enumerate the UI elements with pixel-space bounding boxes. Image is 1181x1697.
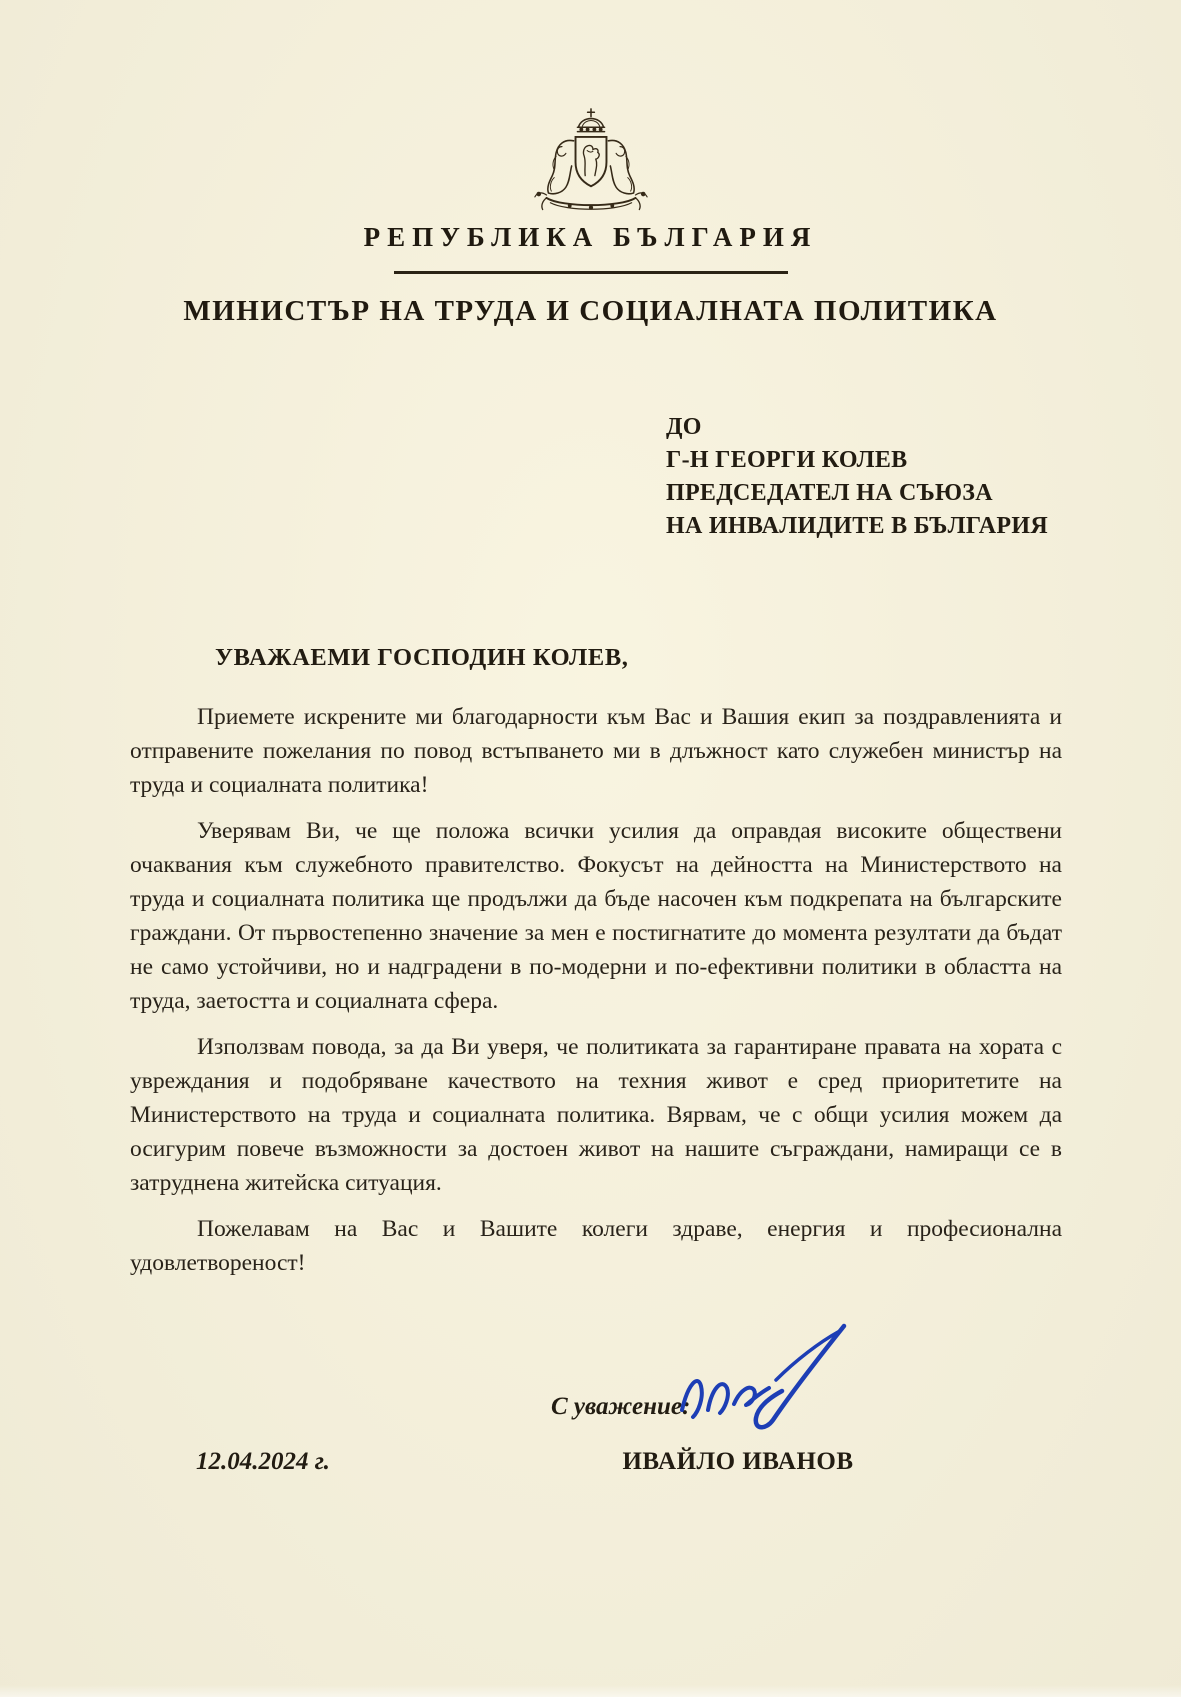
country-title: РЕПУБЛИКА БЪЛГАРИЯ (363, 222, 818, 252)
recipient-line-title-1: ПРЕДСЕДАТЕЛ НА СЪЮЗА (666, 480, 993, 506)
bulgaria-coat-of-arms-icon (513, 106, 669, 224)
recipient-line-title-2: НА ИНВАЛИДИТЕ В БЪЛГАРИЯ (666, 513, 1048, 539)
closing-label: С уважение: (551, 1393, 691, 1420)
recipient-block (666, 411, 1048, 543)
letterhead-divider (394, 271, 788, 274)
paragraph-4: Пожелавам на Вас и Вашите колеги здраве, енергия и професионална удовлетвореност! (130, 1216, 1062, 1276)
recipient-line-to: ДО (666, 414, 702, 440)
office-title: МИНИСТЪР НА ТРУДА И СОЦИАЛНАТА ПОЛИТИКА (183, 295, 998, 327)
paragraph-2: Уверявам Ви, че ще положа всички усилия да оправдая високите обществени очаквания към служебното правителство. Фокусът на дейността на Министерството на труда и социалната политика ще продължи да бъде насочен към подкрепата на българските граждани. От първостепенно значение за мен е постигнатите до момента резултати да бъдат не само устойчиви, но и надградени в по-модерни и по-ефективни политики в областта на труда, заетостта и социалната сфера. (130, 818, 1062, 1014)
recipient-line-name: Г-Н ГЕОРГИ КОЛЕВ (666, 447, 908, 473)
letter-date: 12.04.2024 г. (196, 1448, 330, 1475)
letter-body (130, 700, 1062, 1292)
paragraph-1: Приемете искрените ми благодарности към Вас и Вашия екип за поздравленията и отправените пожелания по повод встъпването ми в длъжност като служебен министър на труда и социалната политика! (130, 704, 1062, 798)
paragraph-3: Използвам повода, за да Ви уверя, че политиката за гарантиране правата на хората с увреждания и подобряване качеството на техния живот е сред приоритетите на Министерството на труда и социалната политика. Вярвам, че с общи усилия можем да осигурим повече възможности за достоен живот на нашите съграждани, намиращи се в затруднена житейска ситуация. (130, 1034, 1062, 1196)
signatory-name: ИВАЙЛО ИВАНОВ (622, 1448, 854, 1475)
handwritten-signature (672, 1318, 862, 1453)
salutation: УВАЖАЕМИ ГОСПОДИН КОЛЕВ, (215, 644, 629, 671)
